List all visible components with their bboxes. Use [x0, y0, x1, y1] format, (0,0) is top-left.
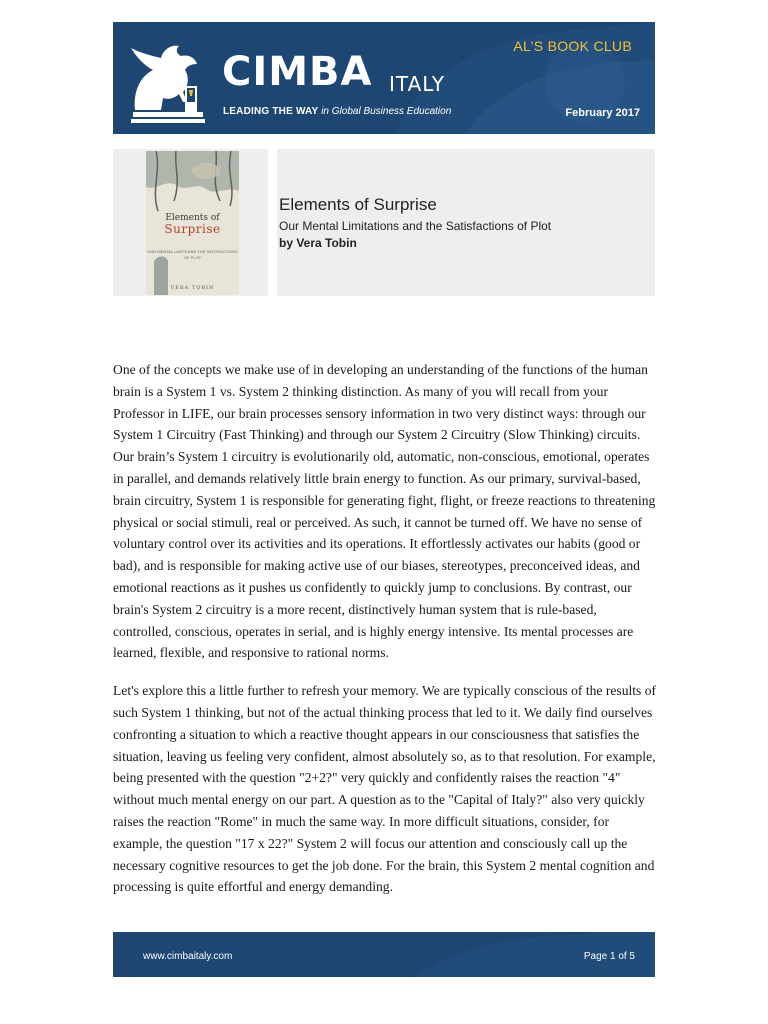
- article-body: [113, 359, 658, 914]
- paragraph-2: Let's explore this a little further to refresh your memory. We are typically conscious of the results of such System 1 thinking, but not of the actual thinking process that led to it. We daily find ourselves confronting a situation to which a reactive thought appears in our consciousness that satisfies the situation, leaving us feeling very confident, almost absolutely so, as to that resolution. For example, being presented with the question "2+2?" very quickly and confidently raises the reaction "4" without much mental energy on our part. A question as to the "Capital of Italy?" also very quickly raises the reaction "Rome" in much the same way. In more difficult situations, consider, for example, the question "17 x 22?" System 2 will focus our attention and consciously call up the necessary cognitive resources to get the job done. For the brain, this System 2 mental cognition and processing is quite effortful and energy demanding.: [113, 683, 657, 895]
- page-number: Page 1 of 5: [583, 951, 635, 962]
- tagline-italic: in Global Business Education: [321, 106, 452, 117]
- book-info-panel: [277, 149, 655, 296]
- book-subtitle: Our Mental Limitations and the Satisfactions of Plot: [279, 219, 552, 233]
- cover-title-line2: Surprise: [164, 222, 221, 236]
- book-cover-panel: [113, 149, 268, 296]
- book-cover-image: [146, 151, 239, 295]
- club-name: AL’S BOOK CLUB: [513, 38, 632, 54]
- issue-date: February 2017: [565, 107, 640, 119]
- brand-name: CIMBA: [222, 49, 373, 95]
- cover-author: VERA TOBIN: [170, 285, 215, 291]
- book-title: Elements of Surprise: [279, 195, 437, 214]
- griffin-logo-icon: [127, 40, 211, 126]
- header-banner: [113, 22, 655, 134]
- tagline-caps: LEADING THE WAY: [223, 106, 319, 117]
- cover-subtitle: OUR MENTAL LIMITS AND THE SATISFACTIONS OF PLOT: [147, 249, 238, 260]
- footer-url-link[interactable]: www.cimbaitaly.com: [143, 951, 233, 962]
- paragraph-1: One of the concepts we make use of in developing an understanding of the functions of the human brain is a System 1 vs. System 2 thinking distinction. As many of you will recall from your Professor in LIFE, our brain processes sensory information in two very distinct ways: through our System 1 Circuitry (Fast Thinking) and through our System 2 Circuitry (Slow Thinking) circuits. Our brain’s System 1 circuitry is evolutionarily old, automatic, non-conscious, emotional, operates in parallel, and demands relatively little brain energy to function. As our primary, survival-based, brain circuitry, System 1 is responsible for generating fight, flight, or freeze reactions to threatening physical or social stimuli, real or perceived. As such, it cannot be turned off. We have no sense of voluntary control over its activities and its operations. It effortlessly activates our habits (good or bad), and is responsible for making active use of our biases, stereotypes, preconceived ideas, and emotional reactions as it pushes us confidently to quickly jump to conclusions. By contrast, our brain's System 2 circuitry is a more recent, distinctively human system that is rule-based, controlled, conscious, operates in serial, and is highly energy intensive. Its mental processes are learned, flexible, and responsive to rational norms.: [113, 362, 656, 661]
- brand-suffix: ITALY: [389, 72, 445, 96]
- cover-title-line1: Elements of: [165, 213, 220, 223]
- cover-title: [146, 213, 239, 235]
- footer-banner: [113, 932, 655, 977]
- tagline: [223, 106, 451, 118]
- book-author: by Vera Tobin: [279, 236, 357, 250]
